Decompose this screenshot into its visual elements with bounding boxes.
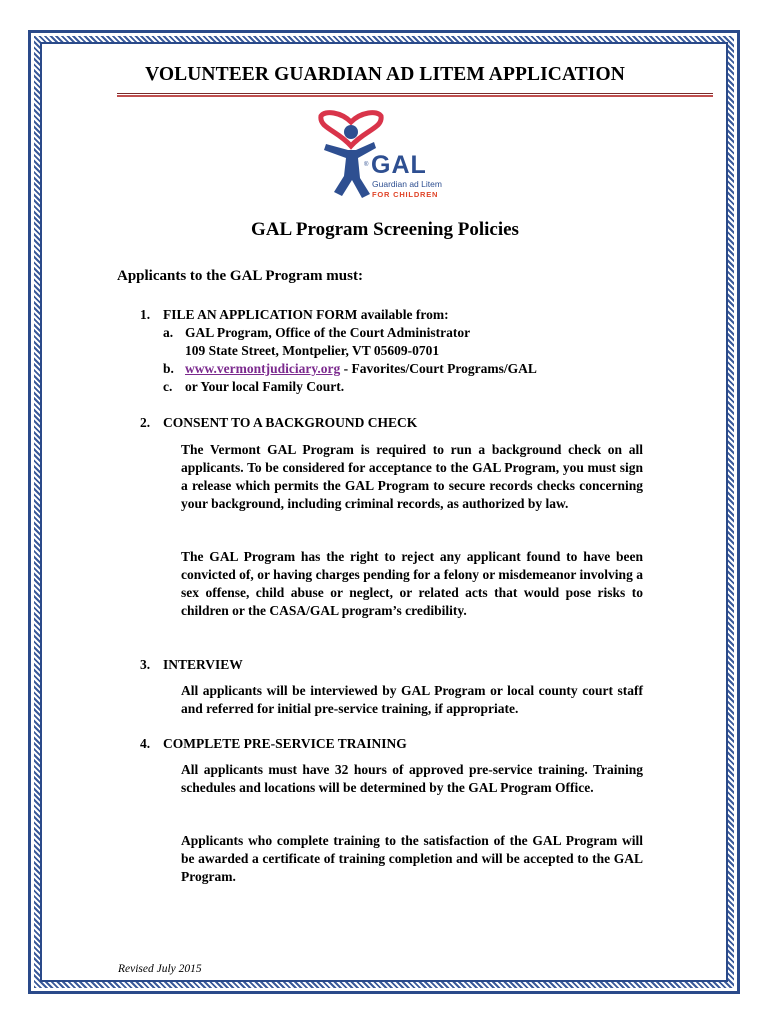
section-1-heading: 1. FILE AN APPLICATION FORM available from: [140, 307, 449, 322]
figure-body-icon [324, 142, 376, 198]
figure-head-icon [344, 125, 358, 139]
vermont-judiciary-link[interactable]: www.vermontjudiciary.org [185, 361, 341, 376]
section-2-heading: 2. CONSENT TO A BACKGROUND CHECK [140, 415, 418, 430]
svg-text:®: ® [364, 162, 369, 168]
section-1-item-a: a. GAL Program, Office of the Court Administrator 109 State Street, Montpelier, VT 05609-0701 [163, 325, 471, 358]
section-3-paragraph-1: All applicants will be interviewed by GAL Program or local county court staff and referred for initial pre-service training, if appropriate. [181, 683, 643, 716]
logo-name: GAL [371, 151, 427, 179]
section-1-item-c: c. or Your local Family Court. [163, 379, 345, 394]
section-2-paragraph-1: The Vermont GAL Program is required to run a background check on all applicants. To be considered for acceptance to the GAL Program, you must sign a release which permits the GAL Program to secure records checks concerning your background, including criminal records, as authorized by law. [181, 442, 643, 511]
section-2-paragraph-2: The GAL Program has the right to reject any applicant found to have been convicted of, or having charges pending for a felony or misdemeanor involving a sex offense, child abuse or neglect, or related acts that would pose risks to children or the CASA/GAL program’s credibility. [181, 549, 643, 618]
document-title: VOLUNTEER GUARDIAN AD LITEM APPLICATION [145, 64, 625, 85]
section-4-paragraph-1: All applicants must have 32 hours of approved pre-service training. Training schedules and locations will be determined by the GAL Program Office. [181, 762, 643, 795]
section-title: GAL Program Screening Policies [251, 219, 519, 240]
section-1-item-b: b. www.vermontjudiciary.org - Favorites/Court Programs/GAL [163, 361, 537, 376]
logo-subtitle: Guardian ad Litem [372, 179, 442, 189]
logo-tagline: FOR CHILDREN [372, 190, 439, 199]
section-3-heading: 3. INTERVIEW [140, 657, 243, 672]
section-4-heading: 4. COMPLETE PRE-SERVICE TRAINING [140, 736, 407, 751]
revision-date: Revised July 2015 [118, 963, 202, 975]
title-divider-accent [117, 95, 713, 97]
title-divider [117, 93, 713, 94]
intro-text: Applicants to the GAL Program must: [117, 268, 363, 284]
section-4-paragraph-2: Applicants who complete training to the satisfaction of the GAL Program will be awarded a certificate of training completion and will be accepted to the GAL Program. [181, 833, 643, 884]
